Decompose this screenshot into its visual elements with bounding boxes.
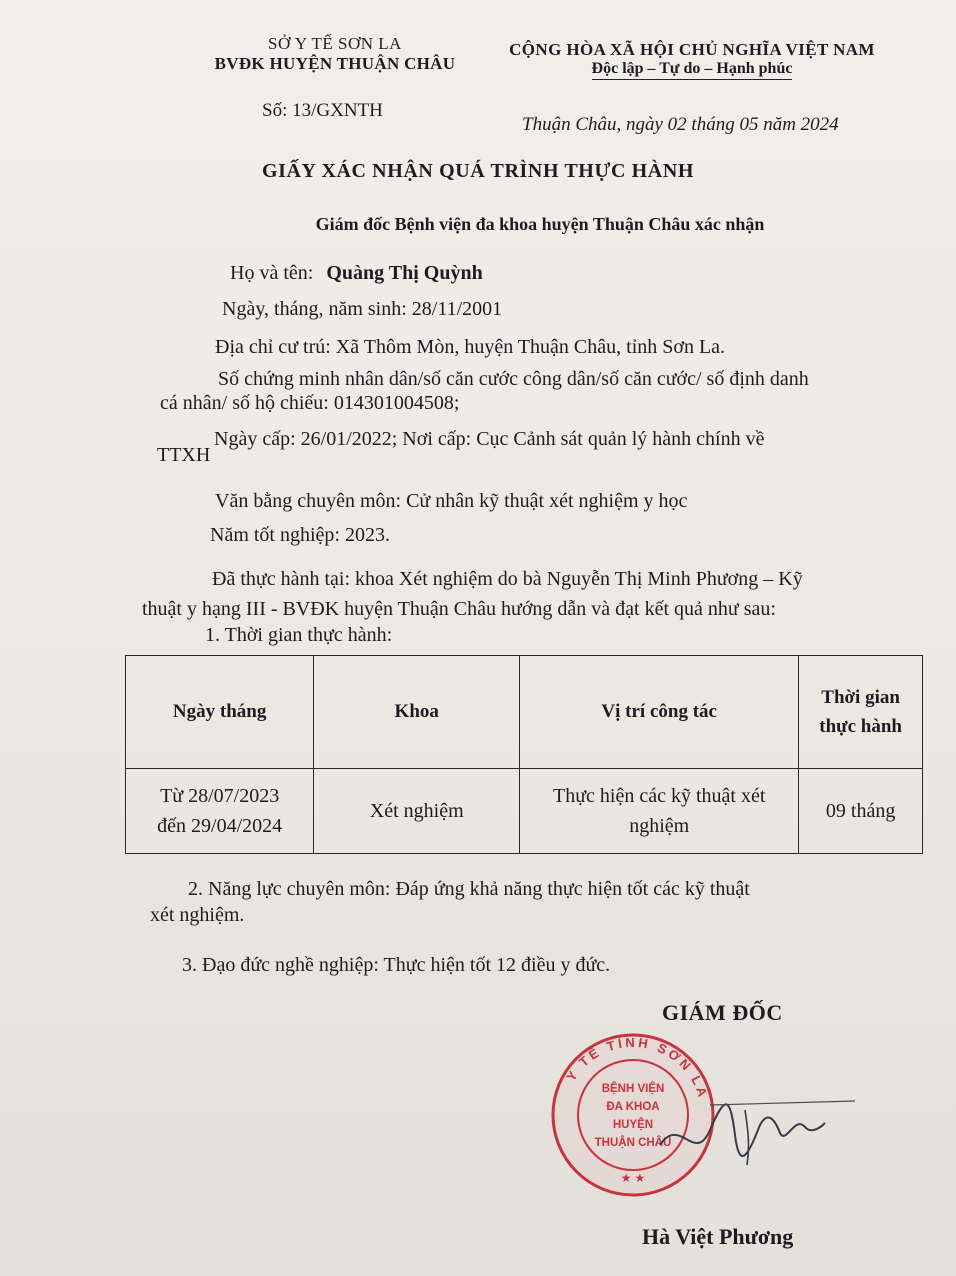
document-title: GIẤY XÁC NHẬN QUÁ TRÌNH THỰC HÀNH [261, 160, 695, 182]
name-value: Quàng Thị Quỳnh [326, 262, 483, 284]
issuer-department: SỞ Y TẾ SƠN LA [268, 34, 402, 53]
issuer-hospital: BVĐK HUYỆN THUẬN CHÂU [214, 54, 456, 73]
graduation-line: Năm tốt nghiệp: 2023. [210, 524, 390, 546]
section-2-line-2: xét nghiệm. [150, 904, 245, 926]
id-line-1: Số chứng minh nhân dân/số căn cước công dân/số căn cước/ số định danh [218, 368, 809, 390]
signature-icon [650, 1075, 860, 1175]
section-2-line-1: 2. Năng lực chuyên môn: Đáp ứng khả năng thực hiện tốt các kỹ thuật [188, 878, 750, 900]
document-number: Số: 13/GXNTH [262, 100, 383, 121]
stamp-ring-text: Y TẾ TỈNH SƠN LA [563, 1034, 712, 1102]
signature-title: GIÁM ĐỐC [662, 1000, 783, 1025]
section-1-heading: 1. Thời gian thực hành: [205, 624, 393, 646]
section-3-line: 3. Đạo đức nghề nghiệp: Thực hiện tốt 12 điều y đức. [182, 954, 611, 976]
header-department: Khoa [314, 656, 520, 769]
dob-line: Ngày, tháng, năm sinh: 28/11/2001 [222, 298, 503, 320]
stamp-line-1: BỆNH VIỆN [601, 1083, 665, 1095]
svg-text:★ ★: ★ ★ [620, 1171, 646, 1185]
date-to: đến 29/04/2024 [157, 815, 283, 837]
cell-position: Thực hiện các kỹ thuật xét nghiệm [520, 769, 799, 854]
issue-line-1: Ngày cấp: 26/01/2022; Nơi cấp: Cục Cảnh sát quản lý hành chính về [214, 428, 765, 450]
name-line [230, 262, 483, 285]
stamp-line-4: THUẬN CHÂU [594, 1137, 672, 1149]
header-duration: Thời gian thực hành [799, 656, 923, 769]
date-from: Từ 28/07/2023 [160, 785, 280, 807]
signer-name: Hà Việt Phương [642, 1224, 794, 1249]
date-line: Thuận Châu, ngày 02 tháng 05 năm 2024 [522, 114, 839, 135]
national-header [497, 40, 887, 80]
issue-line-2: TTXH [157, 444, 211, 466]
national-motto: Độc lập – Tự do – Hạnh phúc [592, 60, 793, 80]
address-line: Địa chỉ cư trú: Xã Thôm Mòn, huyện Thuận Châu, tỉnh Sơn La. [215, 336, 726, 358]
header-date: Ngày tháng [126, 656, 314, 769]
header-position: Vị trí công tác [520, 656, 799, 769]
practice-line-2: thuật y hạng III - BVĐK huyện Thuận Châu hướng dẫn và đạt kết quả như sau: [142, 598, 776, 620]
cell-duration: 09 tháng [799, 769, 923, 854]
table-header-row [126, 656, 923, 769]
document-subtitle: Giám đốc Bệnh viện đa khoa huyện Thuận Châu xác nhận [315, 214, 765, 234]
stamp-line-3: HUYỆN [612, 1119, 654, 1131]
cell-department: Xét nghiệm [314, 769, 520, 854]
issuer-header [205, 34, 465, 74]
table-row [126, 769, 923, 854]
practice-line-1: Đã thực hành tại: khoa Xét nghiệm do bà Nguyễn Thị Minh Phương – Kỹ [212, 568, 803, 590]
degree-line: Văn bằng chuyên môn: Cử nhân kỹ thuật xét nghiệm y học [215, 490, 688, 512]
national-title: CỘNG HÒA XÃ HỘI CHỦ NGHĨA VIỆT NAM [509, 40, 875, 59]
practice-table [125, 655, 923, 854]
id-line-2: cá nhân/ số hộ chiếu: 014301004508; [160, 392, 460, 414]
cell-date [126, 769, 314, 854]
stamp-line-2: ĐA KHOA [606, 1101, 660, 1113]
name-label: Họ và tên: [230, 262, 314, 284]
